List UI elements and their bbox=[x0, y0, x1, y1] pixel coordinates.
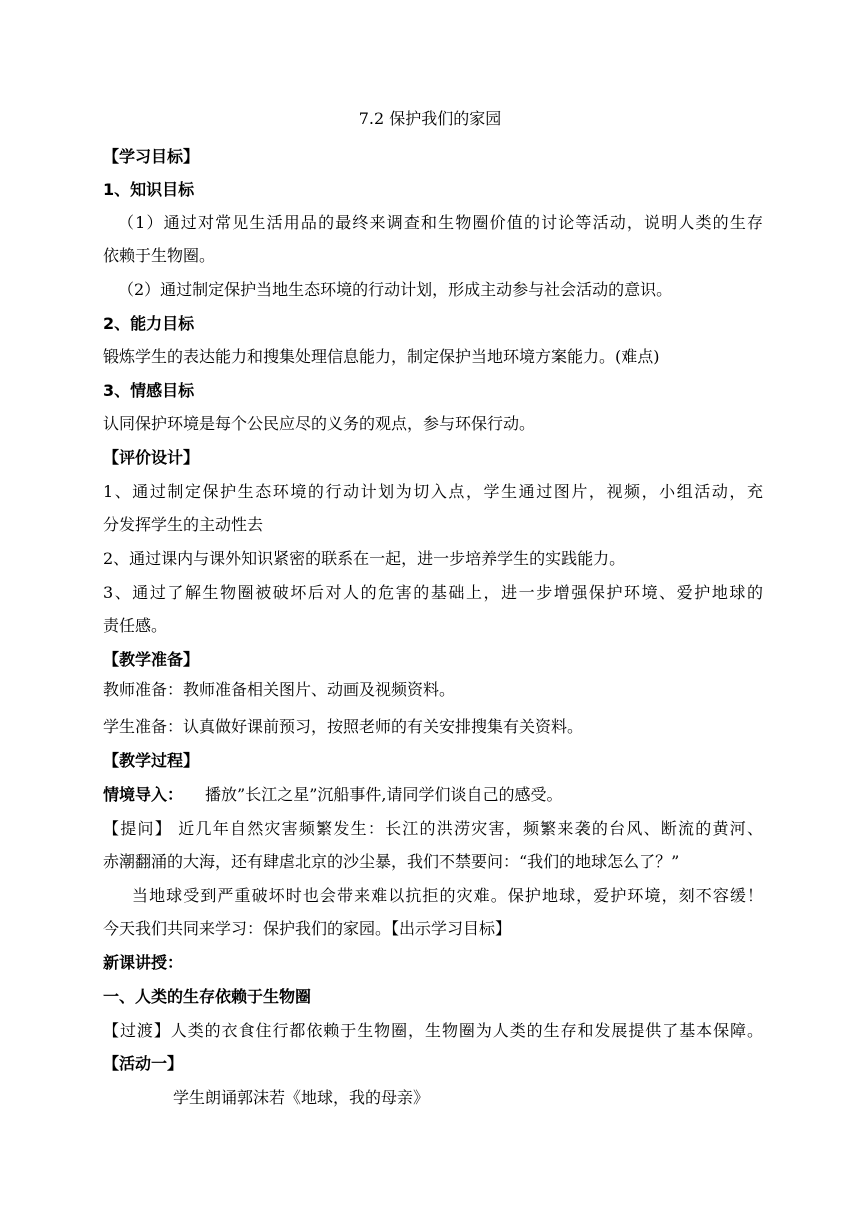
intro-text: 播放”长江之星”沉船事件,请同学们谈自己的感受。 bbox=[205, 785, 563, 804]
activity1-text: 学生朗诵郭沫若《地球，我的母亲》 bbox=[173, 1088, 430, 1107]
eval-item-1-line-1: 1、通过制定保护生态环境的行动计划为切入点，学生通过图片，视频，小组活动，充 bbox=[103, 482, 763, 501]
emotion-text: 认同保护环境是每个公民应尽的义务的观点，参与环保行动。 bbox=[103, 414, 536, 433]
intro-line bbox=[103, 784, 763, 806]
learning-goals-heading: 【学习目标】 bbox=[103, 147, 200, 166]
process-heading: 【教学过程】 bbox=[103, 751, 200, 770]
eval-item-2: 2、通过课内与课外知识紧密的联系在一起，进一步培养学生的实践能力。 bbox=[103, 549, 626, 568]
knowledge-item-2: （2）通过制定保护当地生态环境的行动计划，形成主动参与社会活动的意识。 bbox=[118, 280, 673, 299]
prep-student: 学生准备：认真做好课前预习，按照老师的有关安排搜集有关资料。 bbox=[103, 717, 584, 736]
new-lesson-heading: 新课讲授： bbox=[103, 953, 184, 972]
eval-item-3-line-2: 责任感。 bbox=[103, 616, 168, 635]
question-line-2: 赤潮翻涌的大海，还有肆虐北京的沙尘暴，我们不禁要问：“我们的地球怎么了？” bbox=[103, 852, 680, 871]
paragraph-line-1: 当地球受到严重破坏时也会带来难以抗拒的灾难。保护地球，爱护环境，刻不容缓！ bbox=[132, 886, 763, 905]
emotion-heading: 3、情感目标 bbox=[103, 381, 195, 400]
ability-heading: 2、能力目标 bbox=[103, 314, 195, 333]
page-title: 7.2 保护我们的家园 bbox=[358, 109, 502, 128]
prep-heading: 【教学准备】 bbox=[103, 650, 200, 669]
question-line-1: 【提问】 近几年自然灾害频繁发生：长江的洪涝灾害，频繁来袭的台风、断流的黄河、 bbox=[103, 819, 763, 838]
eval-item-1-line-2: 分发挥学生的主动性去 bbox=[103, 515, 264, 534]
prep-teacher: 教师准备：教师准备相关图片、动画及视频资料。 bbox=[103, 680, 456, 699]
paragraph-line-2: 今天我们共同来学习：保护我们的家园。【出示学习目标】 bbox=[103, 919, 512, 938]
knowledge-heading: 1、知识目标 bbox=[103, 180, 195, 199]
transition-text: 【过渡】人类的衣食住行都依赖于生物圈，生物圈为人类的生存和发展提供了基本保障。 bbox=[103, 1021, 763, 1040]
activity1-heading: 【活动一】 bbox=[103, 1054, 184, 1073]
knowledge-item-1-line-2: 依赖于生物圈。 bbox=[103, 246, 216, 265]
ability-text: 锻炼学生的表达能力和搜集处理信息能力，制定保护当地环境方案能力。(难点) bbox=[103, 347, 660, 366]
knowledge-item-1-line-1: （1）通过对常见生活用品的最终来调查和生物圈价值的讨论等活动，说明人类的生存 bbox=[118, 213, 763, 232]
intro-label: 情境导入： bbox=[103, 785, 184, 804]
eval-heading: 【评价设计】 bbox=[103, 448, 200, 467]
part1-heading: 一、人类的生存依赖于生物圈 bbox=[103, 987, 312, 1006]
eval-item-3-line-1: 3、通过了解生物圈被破坏后对人的危害的基础上，进一步增强保护环境、爱护地球的 bbox=[103, 583, 763, 602]
